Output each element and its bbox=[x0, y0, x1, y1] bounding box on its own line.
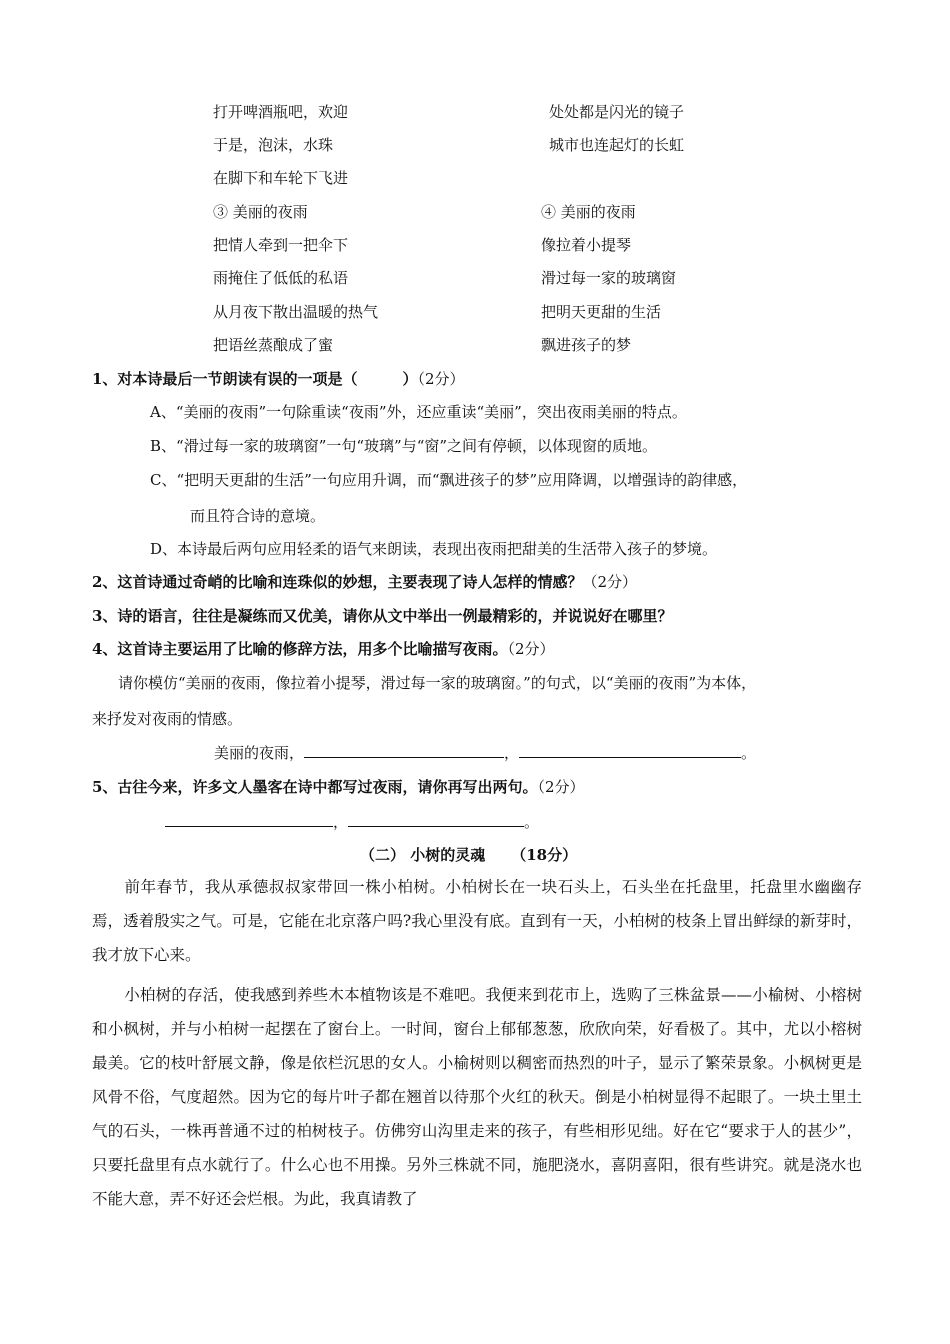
question-score: （2分） bbox=[537, 778, 585, 796]
poem-line: 打开啤酒瓶吧，欢迎 bbox=[213, 103, 349, 121]
poem-line: 把语丝蒸酿成了蜜 bbox=[213, 336, 334, 354]
option-d: D、本诗最后两句应用轻柔的语气来朗读，表现出夜雨把甜美的生活带入孩子的梦境。 bbox=[150, 540, 718, 558]
question-4-instruction-continued: 来抒发对夜雨的情感。 bbox=[92, 710, 243, 728]
poem-line: 处处都是闪光的镜子 bbox=[549, 103, 685, 121]
fill-comma: ， bbox=[333, 813, 349, 831]
option-a: A、“美丽的夜雨”一句除重读“夜雨”外，还应重读“美丽”，突出夜雨美丽的特点。 bbox=[150, 403, 687, 421]
question-text: 1、对本诗最后一节朗读有误的一项是（ ） bbox=[92, 370, 418, 388]
question-score: （2分） bbox=[417, 370, 465, 388]
fill-comma: ， bbox=[504, 744, 520, 762]
question-4-fill-line bbox=[214, 743, 756, 763]
question-text: 5、古往今来，许多文人墨客在诗中都写过夜雨，请你再写出两句。 bbox=[92, 778, 538, 796]
fill-end: 。 bbox=[741, 744, 757, 762]
question-5-fill-line bbox=[165, 812, 539, 832]
question-2 bbox=[92, 572, 637, 592]
question-text: 4、这首诗主要运用了比喻的修辞方法，用多个比喻描写夜雨。 bbox=[92, 640, 508, 658]
section-score: （18分） bbox=[511, 846, 578, 864]
poem-line: 飘进孩子的梦 bbox=[541, 336, 632, 354]
fill-end: 。 bbox=[524, 813, 540, 831]
poem-line: 雨掩住了低低的私语 bbox=[213, 269, 349, 287]
section-title-text: （二） 小树的灵魂 bbox=[360, 846, 486, 864]
paragraph bbox=[92, 870, 862, 972]
poem-line: 于是，泡沫，水珠 bbox=[213, 136, 334, 154]
poem-line: 像拉着小提琴 bbox=[541, 236, 632, 254]
question-5 bbox=[92, 777, 585, 797]
answer-blank-1[interactable] bbox=[304, 743, 504, 758]
stanza-title: ③ 美丽的夜雨 bbox=[213, 203, 308, 221]
option-c-continued: 而且符合诗的意境。 bbox=[190, 507, 326, 525]
option-c: C、“把明天更甜的生活”一句应用升调，而“飘进孩子的梦”应用降调，以增强诗的韵律感， bbox=[150, 471, 748, 489]
fill-prefix: 美丽的夜雨， bbox=[214, 744, 305, 762]
answer-blank-2[interactable] bbox=[519, 743, 741, 758]
poem-line: 在脚下和车轮下飞进 bbox=[213, 169, 349, 187]
paragraph-text: 小柏树的存活，使我感到养些木本植物该是不难吧。我便来到花市上，选购了三株盆景——小榆树、小榕树和小枫树，并与小柏树一起摆在了窗台上。一时间，窗台上郁郁葱葱，欣欣向荣，好看极了。其中，尤以小榕树最美。它的枝叶舒展文静，像是依栏沉思的女人。小榆树则以稠密而热烈的叶子，显示了繁荣景象。小枫树更是风骨不俗，气度超然。因为它的每片叶子都在翘首以待那个火红的秋天。倒是小柏树显得不起眼了。一块土里土气的石头，一株再普通不过的柏树枝子。仿佛穷山沟里走来的孩子，有些相形见绌。好在它“要求于人的甚少”，只要托盘里有点水就行了。什么心也不用操。另外三株就不同，施肥浇水，喜阴喜阳，很有些讲究。就是浇水也不能大意，弄不好还会烂根。为此，我真请教了 bbox=[92, 986, 862, 1208]
poem-line: 从月夜下散出温暖的热气 bbox=[213, 303, 379, 321]
question-1 bbox=[92, 369, 465, 389]
answer-blank-4[interactable] bbox=[348, 812, 524, 827]
stanza-title: ④ 美丽的夜雨 bbox=[541, 203, 636, 221]
question-4 bbox=[92, 639, 555, 659]
question-score: （2分） bbox=[582, 573, 637, 591]
question-text: 2、这首诗通过奇峭的比喻和连珠似的妙想，主要表现了诗人怎样的情感？ bbox=[92, 573, 583, 591]
question-4-instruction: 请你模仿“美丽的夜雨，像拉着小提琴，滑过每一家的玻璃窗。”的句式，以“美丽的夜雨”为本体， bbox=[118, 674, 757, 692]
option-b: B、“滑过每一家的玻璃窗”一句“玻璃”与“窗”之间有停顿，以体现窗的质地。 bbox=[150, 437, 658, 455]
section-title bbox=[360, 845, 577, 865]
paragraph-text: 前年春节，我从承德叔叔家带回一株小柏树。小柏树长在一块石头上，石头坐在托盘里，托盘里水幽幽存焉，透着殷实之气。可是，它能在北京落户吗?我心里没有底。直到有一天，小柏树的枝条上冒出鲜绿的新芽时，我才放下心来。 bbox=[92, 878, 862, 964]
poem-line: 把情人牵到一把伞下 bbox=[213, 236, 349, 254]
question-score: （2分） bbox=[507, 640, 555, 658]
answer-blank-3[interactable] bbox=[165, 812, 333, 827]
question-3: 3、诗的语言，往往是凝练而又优美，请你从文中举出一例最精彩的，并说说好在哪里？ bbox=[92, 607, 673, 625]
poem-line: 城市也连起灯的长虹 bbox=[549, 136, 685, 154]
paragraph bbox=[92, 978, 862, 1216]
poem-line: 滑过每一家的玻璃窗 bbox=[541, 269, 677, 287]
poem-line: 把明天更甜的生活 bbox=[541, 303, 662, 321]
